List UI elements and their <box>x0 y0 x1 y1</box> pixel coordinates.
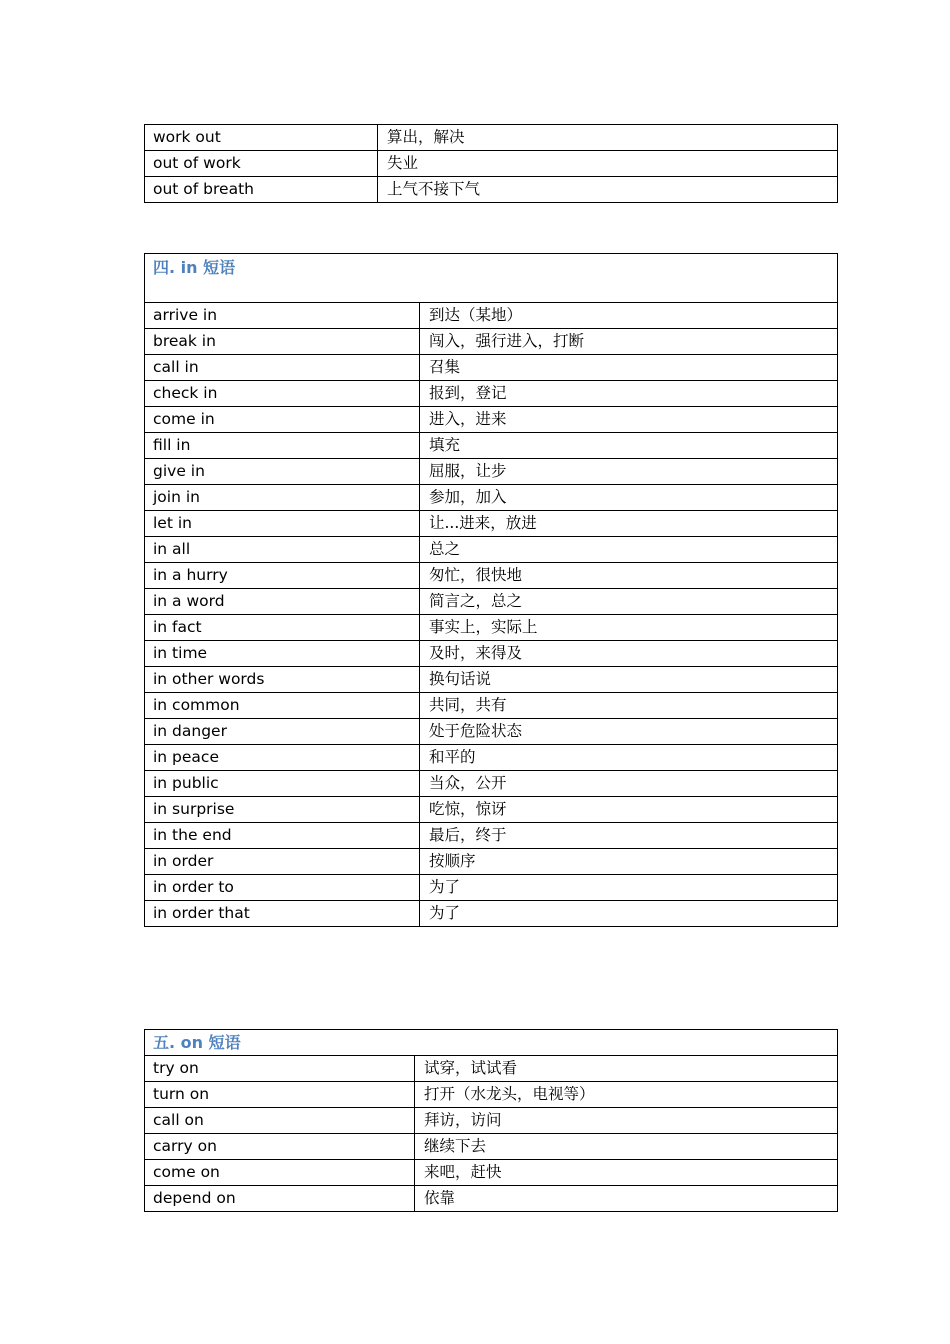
table-row <box>145 693 838 719</box>
phrase-english: arrive in <box>145 303 420 329</box>
phrase-chinese: 算出，解决 <box>378 125 838 151</box>
section-heading: 五. on 短语 <box>145 1030 838 1056</box>
table-row <box>145 459 838 485</box>
phrase-table-out <box>144 124 838 203</box>
table-row <box>145 797 838 823</box>
phrase-chinese: 召集 <box>420 355 838 381</box>
phrase-english: try on <box>145 1056 415 1082</box>
phrase-chinese: 依靠 <box>415 1186 838 1212</box>
phrase-chinese: 进入，进来 <box>420 407 838 433</box>
section-heading: 四. in 短语 <box>145 254 838 303</box>
phrase-english: in danger <box>145 719 420 745</box>
phrase-table-body <box>145 125 838 203</box>
phrase-table-body <box>145 1030 838 1212</box>
table-row <box>145 589 838 615</box>
table-row <box>145 329 838 355</box>
phrase-english: give in <box>145 459 420 485</box>
phrase-english: in surprise <box>145 797 420 823</box>
phrase-chinese: 匆忙，很快地 <box>420 563 838 589</box>
table-row <box>145 719 838 745</box>
table-row <box>145 901 838 927</box>
phrase-chinese: 按顺序 <box>420 849 838 875</box>
phrase-chinese: 来吧，赶快 <box>415 1160 838 1186</box>
phrase-chinese: 及时，来得及 <box>420 641 838 667</box>
table-row <box>145 433 838 459</box>
phrase-english: let in <box>145 511 420 537</box>
table-row <box>145 875 838 901</box>
phrase-english: in order <box>145 849 420 875</box>
table-row <box>145 615 838 641</box>
table-row <box>145 537 838 563</box>
phrase-english: in fact <box>145 615 420 641</box>
phrase-chinese: 让...进来，放进 <box>420 511 838 537</box>
phrase-table-on <box>144 1029 838 1212</box>
phrase-english: out of breath <box>145 177 378 203</box>
phrase-english: join in <box>145 485 420 511</box>
phrase-chinese: 为了 <box>420 875 838 901</box>
phrase-english: turn on <box>145 1082 415 1108</box>
table-row <box>145 1056 838 1082</box>
phrase-chinese: 最后，终于 <box>420 823 838 849</box>
section-heading-row <box>145 254 838 303</box>
table-row <box>145 1082 838 1108</box>
phrase-english: call on <box>145 1108 415 1134</box>
phrase-chinese: 失业 <box>378 151 838 177</box>
phrase-chinese: 填充 <box>420 433 838 459</box>
phrase-english: in order that <box>145 901 420 927</box>
table-row <box>145 303 838 329</box>
table-row <box>145 823 838 849</box>
phrase-english: in other words <box>145 667 420 693</box>
table-row <box>145 1108 838 1134</box>
phrase-chinese: 到达（某地） <box>420 303 838 329</box>
phrase-english: in peace <box>145 745 420 771</box>
phrase-chinese: 换句话说 <box>420 667 838 693</box>
table-row <box>145 177 838 203</box>
phrase-chinese: 试穿，试试看 <box>415 1056 838 1082</box>
phrase-chinese: 吃惊，惊讶 <box>420 797 838 823</box>
phrase-english: fill in <box>145 433 420 459</box>
table-row <box>145 641 838 667</box>
table-row <box>145 1186 838 1212</box>
phrase-chinese: 继续下去 <box>415 1134 838 1160</box>
phrase-chinese: 为了 <box>420 901 838 927</box>
table-row <box>145 745 838 771</box>
phrase-chinese: 报到，登记 <box>420 381 838 407</box>
phrase-chinese: 当众，公开 <box>420 771 838 797</box>
phrase-chinese: 总之 <box>420 537 838 563</box>
phrase-english: in public <box>145 771 420 797</box>
table-row <box>145 407 838 433</box>
phrase-english: depend on <box>145 1186 415 1212</box>
phrase-english: in order to <box>145 875 420 901</box>
phrase-chinese: 打开（水龙头，电视等） <box>415 1082 838 1108</box>
phrase-english: check in <box>145 381 420 407</box>
phrase-english: carry on <box>145 1134 415 1160</box>
table-row <box>145 355 838 381</box>
phrase-english: come in <box>145 407 420 433</box>
phrase-chinese: 简言之，总之 <box>420 589 838 615</box>
phrase-chinese: 拜访，访问 <box>415 1108 838 1134</box>
table-row <box>145 563 838 589</box>
phrase-chinese: 共同，共有 <box>420 693 838 719</box>
phrase-chinese: 参加，加入 <box>420 485 838 511</box>
phrase-english: in common <box>145 693 420 719</box>
table-row <box>145 1134 838 1160</box>
phrase-chinese: 和平的 <box>420 745 838 771</box>
table-row <box>145 125 838 151</box>
table-row <box>145 771 838 797</box>
phrase-english: in a word <box>145 589 420 615</box>
table-row <box>145 381 838 407</box>
table-row <box>145 1160 838 1186</box>
phrase-english: in all <box>145 537 420 563</box>
phrase-table-body <box>145 254 838 927</box>
table-row <box>145 151 838 177</box>
phrase-english: out of work <box>145 151 378 177</box>
table-row <box>145 485 838 511</box>
phrase-table-in <box>144 253 838 927</box>
phrase-english: in time <box>145 641 420 667</box>
phrase-english: call in <box>145 355 420 381</box>
phrase-chinese: 处于危险状态 <box>420 719 838 745</box>
phrase-chinese: 闯入，强行进入，打断 <box>420 329 838 355</box>
phrase-chinese: 上气不接下气 <box>378 177 838 203</box>
phrase-english: in the end <box>145 823 420 849</box>
phrase-chinese: 事实上，实际上 <box>420 615 838 641</box>
phrase-english: work out <box>145 125 378 151</box>
phrase-english: break in <box>145 329 420 355</box>
phrase-english: come on <box>145 1160 415 1186</box>
phrase-english: in a hurry <box>145 563 420 589</box>
phrase-chinese: 屈服，让步 <box>420 459 838 485</box>
table-row <box>145 667 838 693</box>
table-row <box>145 849 838 875</box>
section-heading-row <box>145 1030 838 1056</box>
table-row <box>145 511 838 537</box>
